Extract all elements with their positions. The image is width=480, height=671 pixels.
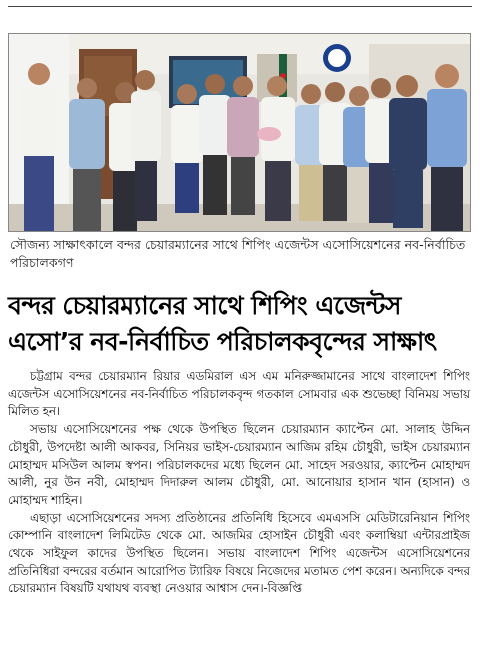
headline-line-2: এসো’র নব-নির্বাচিত পরিচালকবৃন্দের সাক্ষাৎ [8, 327, 437, 356]
paragraph-1: চট্টগ্রাম বন্দর চেয়ারম্যান রিয়ার এডমিরাল এস এম মনিরুজ্জামানের সাথে বাংলাদেশ শিপিং এজেন্টস এসোসিয়েশনের নব-নির্বাচিত পরিচালকবৃন্দ গতকাল সোমবার এক শুভেচ্ছা বিনিময় সভায় মিলিত হন। [8, 369, 470, 419]
top-rule [8, 6, 472, 7]
headline [8, 288, 474, 360]
article-body [8, 368, 470, 598]
paragraph-2: সভায় এসোসিয়েশনের পক্ষ থেকে উপস্থিত ছিলেন চেয়ারম্যান ক্যাপ্টেন মো. সালাহ উদ্দিন চৌধুরী, উপদেষ্টা আলী আকবর, সিনিয়র ভাইস-চেয়ারম্যান আজিম রহিম চৌধুরী, ভাইস চেয়ারম্যান মোহাম্মদ মসিউল আলম স্বপন। পরিচালকদের মধ্যে ছিলেন মো. সাহেদ সরওয়ার, ক্যাপ্টেন মোহাম্মদ আলী, নুর উন নবী, মোহাম্মদ দিদারুল আলম চৌধুরী, মো. আনোয়ার হাসান খান (হাসান) ও মোহাম্মদ শাহিন। [8, 422, 470, 507]
headline-line-1: বন্দর চেয়ারম্যানের সাথে শিপিং এজেন্টস [8, 291, 401, 320]
news-photo [8, 33, 471, 232]
paragraph-3: এছাড়া এসোসিয়েশনের সদস্য প্রতিষ্ঠানের প্রতিনিধি হিসেবে এমএসসি মেডিটারেনিয়ান শিপিং কোম্পানি বাংলাদেশ লিমিটেড থেকে মো. আজমির হোসাইন চৌধুরী এবং কলাম্বিয়া এন্টারপ্রাইজ থেকে সাইফুল কাদের উপস্থিত ছিলেন। সভায় বাংলাদেশ শিপিং এজেন্টস এসোসিয়েশনের প্রতিনিধিরা বন্দরের বর্তমান আরোপিত ট্যারিফ বিষয়ে নিজেদের মতামত পেশ করেন। অন্যদিকে বন্দর চেয়ারম্যান বিষয়টি যথাযথ ব্যবস্থা নেওয়ার আশ্বাস দেন।-বিজ্ঞপ্তি [8, 510, 470, 596]
photo-caption: সৌজন্য সাক্ষাৎকালে বন্দর চেয়ারম্যানের সাথে শিপিং এজেন্টস এসোসিয়েশনের নব-নির্বাচিত পরিচালকগণ [10, 237, 466, 270]
